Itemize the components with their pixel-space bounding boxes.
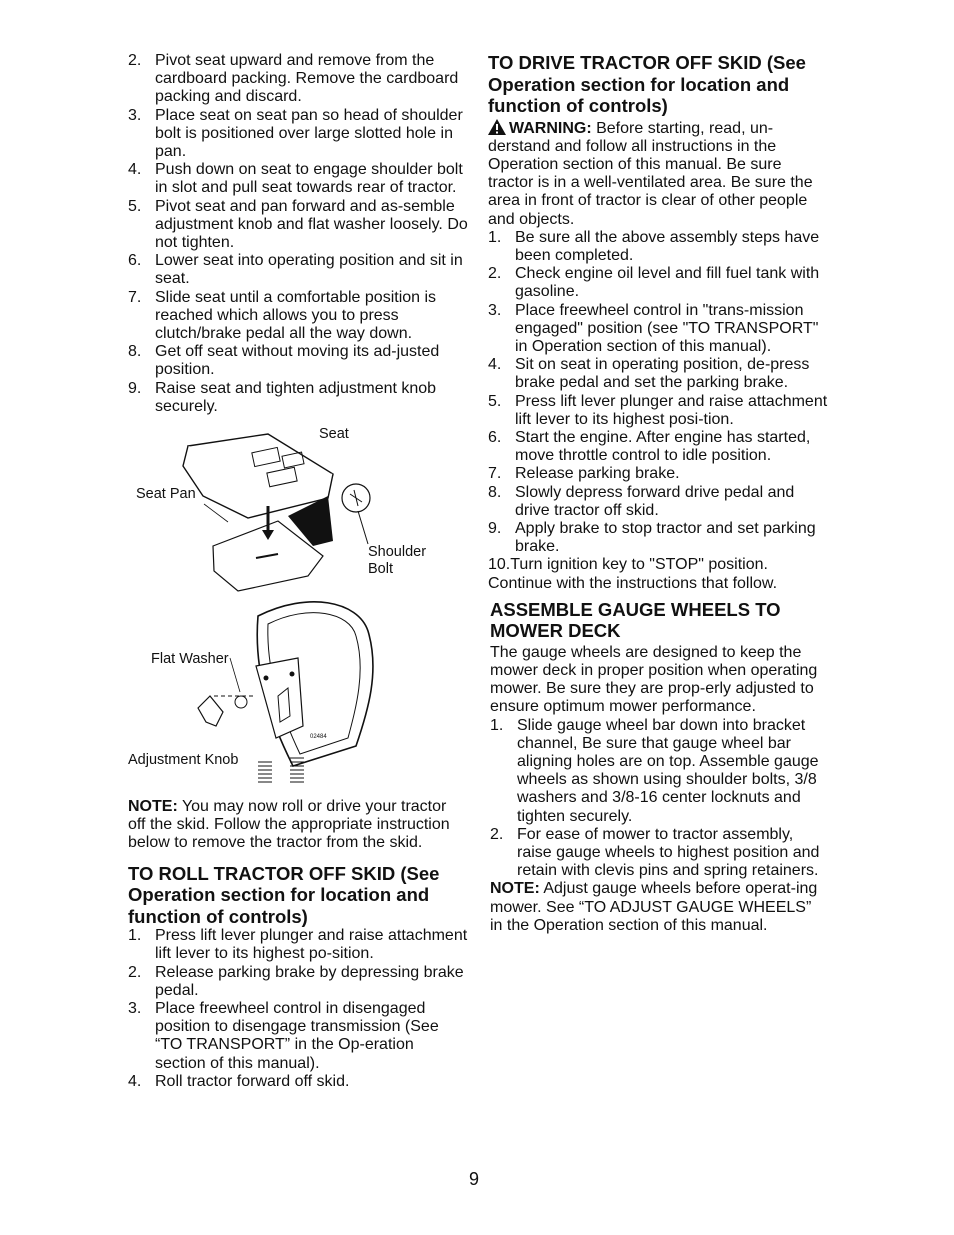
list-item: 10.Turn ignition key to "STOP" position.	[488, 556, 768, 574]
left-column	[128, 52, 468, 1091]
list-item: 2. Release parking brake by depressing brake pedal.	[128, 963, 464, 999]
seat-assembly-figure	[128, 426, 468, 796]
seat-steps-list	[128, 52, 468, 416]
list-item: 3. Place freewheel control in disengaged position to disengage transmission (See “TO TRANSPORT” in the Op-eration section of this manual).	[128, 999, 439, 1072]
gauge-steps-list	[490, 717, 828, 881]
list-item: 9. Raise seat and tighten adjustment knob securely.	[128, 379, 437, 415]
list-item: 3. Place seat on seat pan so head of shoulder bolt is positioned over large slotted hole in pan.	[128, 106, 463, 161]
gauge-note: NOTE: Adjust gauge wheels before operat-ing mower. See “TO ADJUST GAUGE WHEELS” in the Operation section of this manual.	[490, 880, 818, 934]
warning-triangle-icon	[488, 119, 506, 135]
part-code: 02484	[310, 734, 327, 741]
gauge-wheels-heading: ASSEMBLE GAUGE WHEELS TO MOWER DECK	[490, 598, 781, 642]
list-item: 7. Slide seat until a comfortable position is reached which allows you to press clutch/brake pedal all the way down.	[128, 288, 437, 343]
roll-tractor-heading: TO ROLL TRACTOR OFF SKID (See Operation section for location and function of controls)	[128, 862, 440, 927]
page-number: 9	[469, 1169, 480, 1189]
seat-assembly-illustration	[128, 426, 468, 796]
list-item: 2. For ease of mower to tractor assembly, raise gauge wheels to highest position and retain with clevis pins and spring retainers.	[490, 825, 820, 880]
list-item: 1. Be sure all the above assembly steps have been completed.	[488, 228, 820, 264]
list-item: 4. Roll tractor forward off skid.	[128, 1072, 350, 1090]
list-item: 2. Pivot seat upward and remove from the cardboard packing. Remove the cardboard packing and discard.	[128, 52, 459, 106]
continue-text: Continue with the instructions that follow.	[488, 574, 778, 592]
list-item: 8. Get off seat without moving its ad-justed position.	[128, 343, 440, 379]
list-item: 4. Push down on seat to engage shoulder bolt in slot and pull seat towards rear of tractor.	[128, 161, 463, 197]
drive-steps-list	[488, 229, 828, 575]
list-item: 5. Pivot seat and pan forward and as-semble adjustment knob and flat washer loosely. Do not tighten.	[128, 197, 468, 252]
list-item: 6. Lower seat into operating position and sit in seat.	[128, 252, 463, 288]
callout-adjustment-knob: Adjustment Knob	[128, 752, 239, 769]
list-item: 9. Apply brake to stop tractor and set parking brake.	[488, 519, 816, 556]
warning-paragraph: WARNING: Before starting, read, un-derstand and follow all instructions in the Operation section of this manual. Be sure tractor is in a well-ventilated area. Be sure the area in front of tractor is clear of other people and objects.	[488, 119, 813, 228]
list-item: 4. Sit on seat in operating position, de-press brake pedal and set the parking brake.	[488, 356, 810, 392]
list-item: 8. Slowly depress forward drive pedal and drive tractor off skid.	[488, 483, 795, 519]
list-item: 1. Slide gauge wheel bar down into bracket channel, Be sure that gauge wheel bar aligning holes are on top. Assemble gauge wheels as shown using shoulder bolts, 3/8 washers and 3/8-16 center locknuts and tighten securely.	[490, 716, 819, 825]
roll-steps-list	[128, 927, 468, 1091]
list-item: 2. Check engine oil level and fill fuel tank with gasoline.	[488, 265, 820, 301]
right-column	[488, 52, 828, 935]
callout-seat-pan: Seat Pan	[136, 486, 196, 503]
drive-tractor-heading: TO DRIVE TRACTOR OFF SKID (See Operation section for location and function of controls)	[488, 52, 806, 116]
gauge-intro: The gauge wheels are designed to keep the mower deck in proper position when operating mower. Be sure they are prop-erly adjusted to ensure optimum mower performance.	[490, 643, 818, 716]
callout-shoulder-bolt: Shoulder Bolt	[368, 544, 427, 578]
note-paragraph: NOTE: You may now roll or drive your tractor off the skid. Follow the appropriate instruction below to remove the tractor from the skid.	[128, 798, 450, 852]
list-item: 7. Release parking brake.	[488, 465, 680, 483]
list-item: 5. Press lift lever plunger and raise attachment lift lever to its highest posi-tion.	[488, 392, 828, 428]
list-item: 3. Place freewheel control in "trans-mission engaged" position (see "TO TRANSPORT" in Operation section of this manual).	[488, 301, 819, 355]
callout-flat-washer: Flat Washer	[151, 651, 229, 668]
list-item: 1. Press lift lever plunger and raise attachment lift lever to its highest po-sition.	[128, 927, 468, 963]
list-item: 6. Start the engine. After engine has started, move throttle control to idle position.	[488, 428, 811, 465]
callout-seat: Seat	[319, 426, 349, 443]
